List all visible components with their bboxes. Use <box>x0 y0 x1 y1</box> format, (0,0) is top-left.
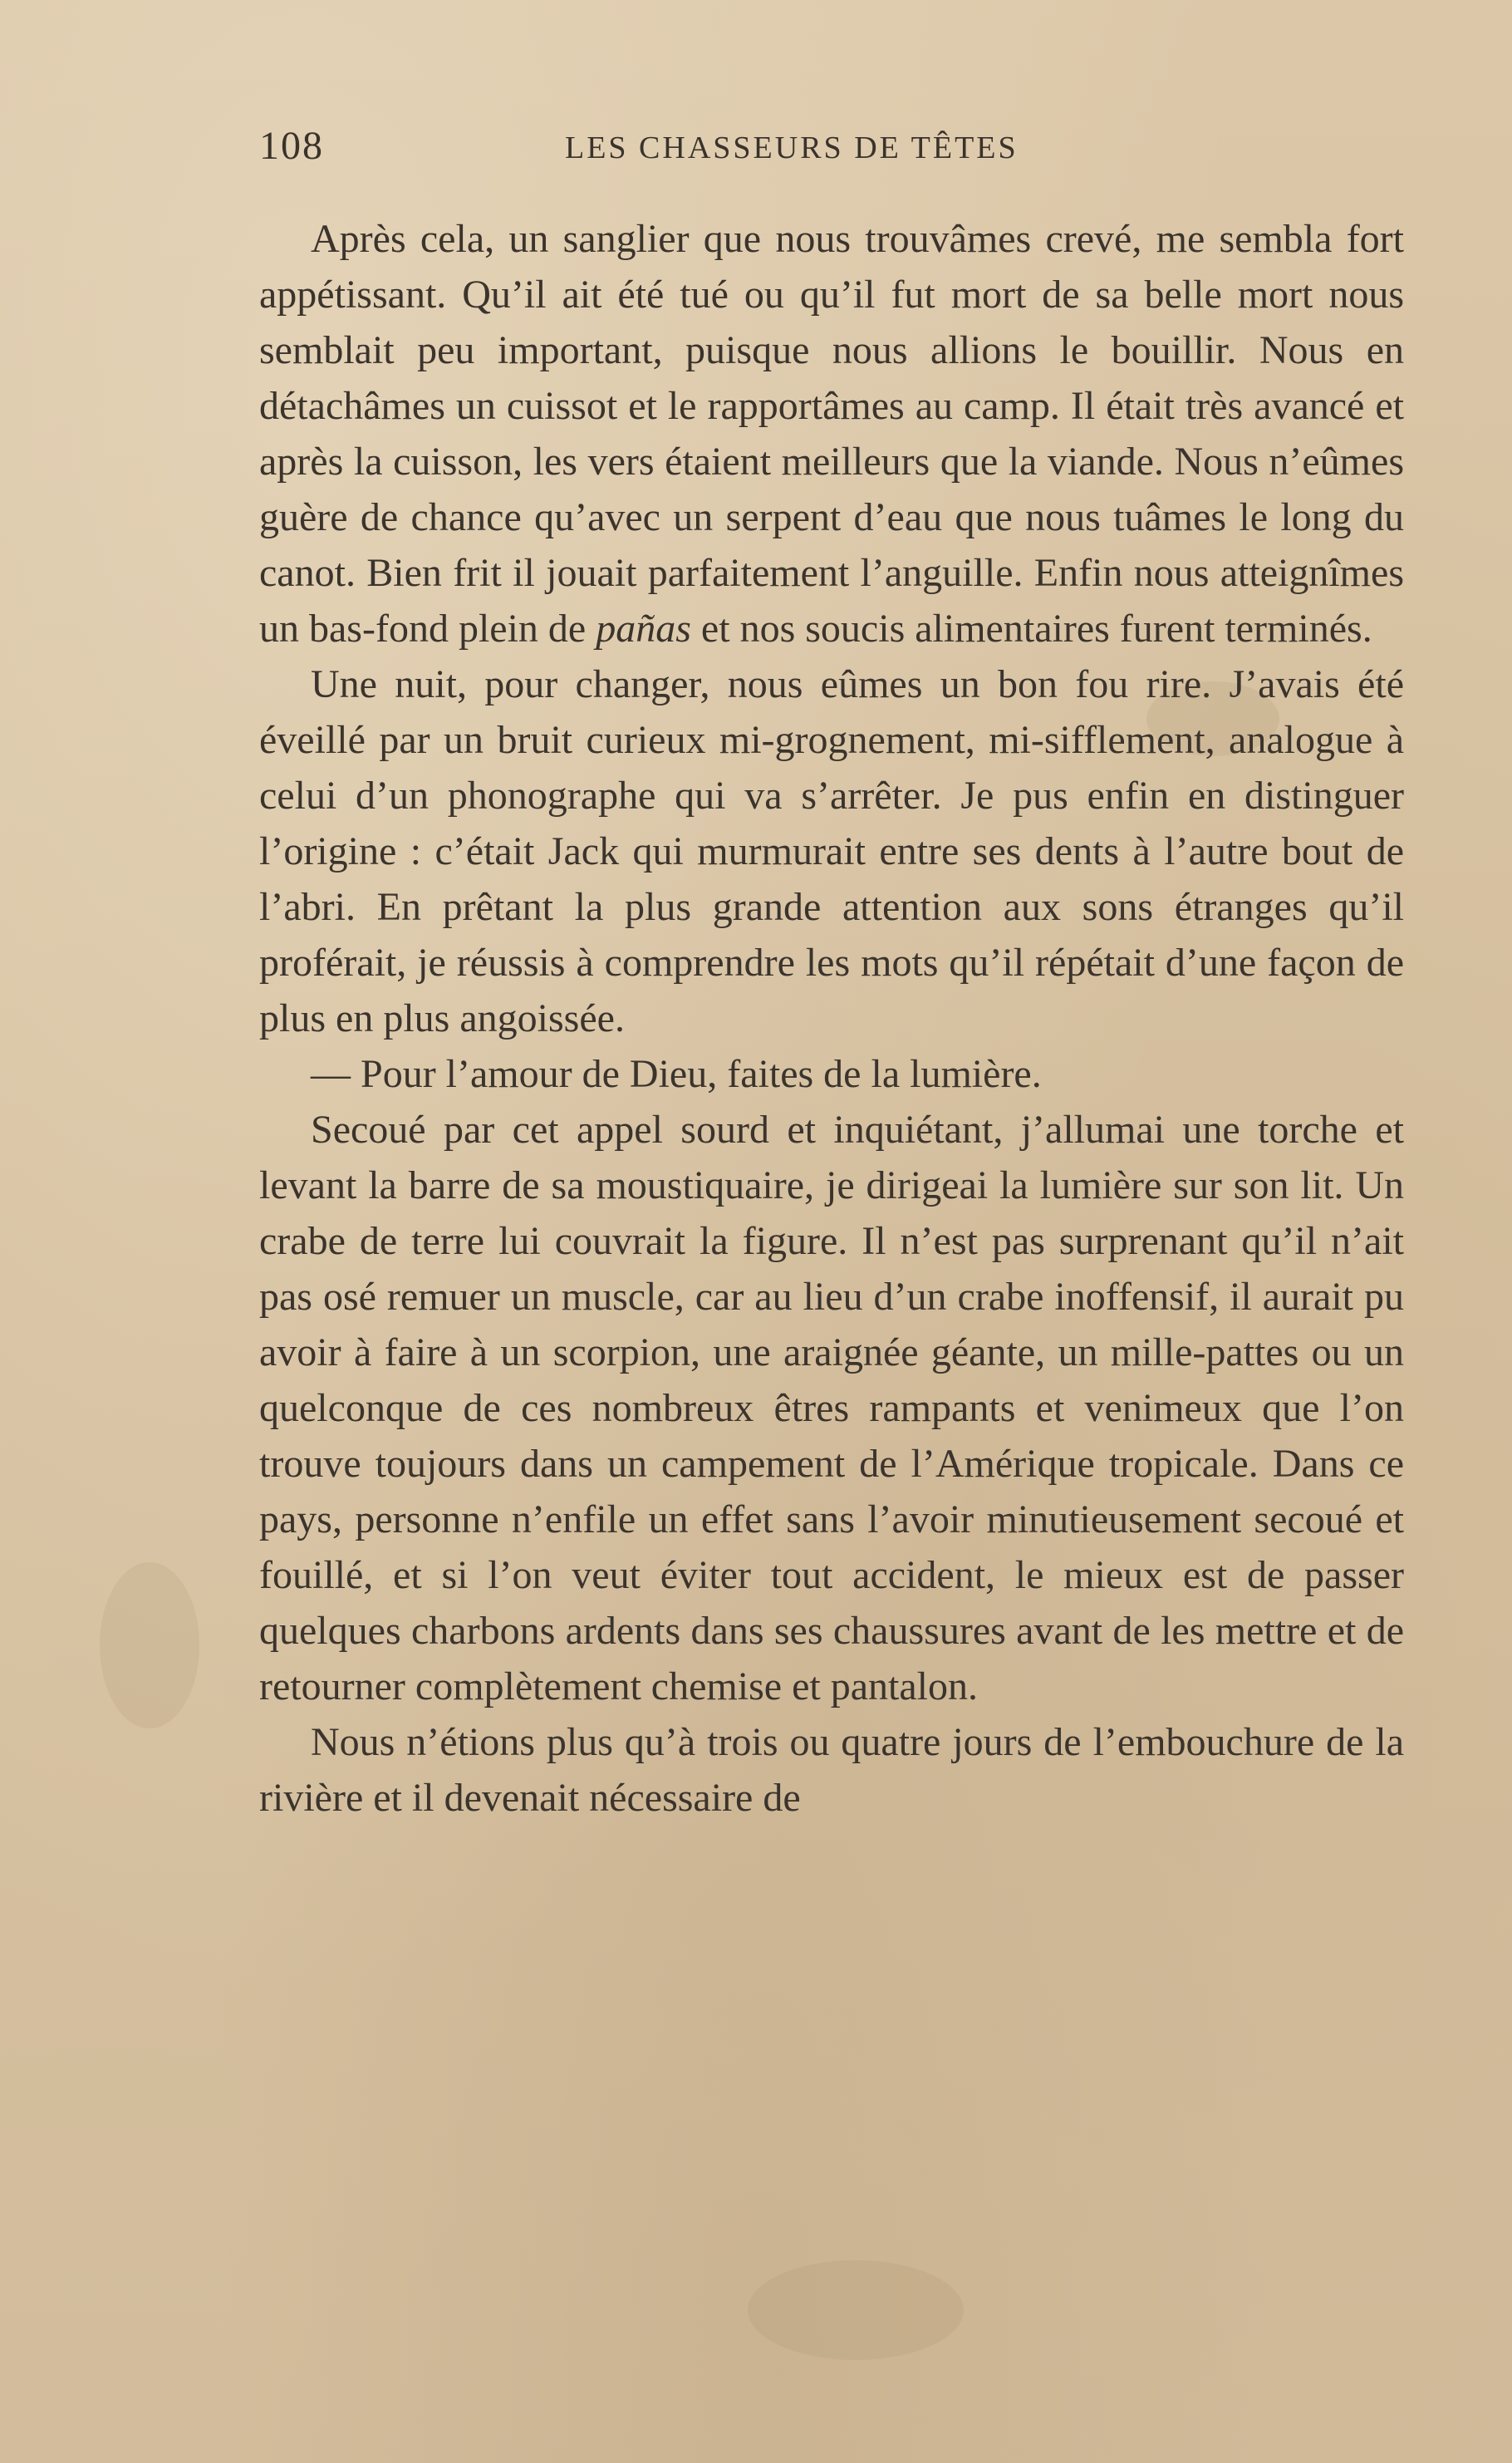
running-title: LES CHASSEURS DE TÊTES <box>565 130 1019 165</box>
paragraph: Secoué par cet appel sourd et inquiétant, j’allumai une torche et levant la barre de sa moustiquaire, je dirigeai la lumière sur son lit. Un crabe de terre lui couvrait la figure. Il n’est pas surprenant qu’il n’ait pas osé remuer un muscle, car au lieu d’un crabe inoffensif, il aurait pu avoir à faire à un scorpion, une araignée géante, un mille-pattes ou un quelconque de ces nombreux êtres rampants et venimeux que l’on trouve toujours dans un campement de l’Amérique tropicale. Dans ce pays, personne n’enfile un effet sans l’avoir minutieusement secoué et fouillé, et si l’on veut éviter tout accident, le mieux est de passer quelques charbons ardents dans ses chaussures avant de les mettre et de retourner complètement chemise et pantalon. <box>259 1108 1404 1708</box>
paragraph-text: et nos soucis alimentaires furent terminés. <box>690 607 1372 651</box>
paragraph <box>259 211 1404 656</box>
paper-stain <box>100 1562 199 1728</box>
paragraph: Une nuit, pour changer, nous eûmes un bon fou rire. J’avais été éveillé par un bruit curieux mi-grognement, mi-sifflement, analogue à celui d’un phonographe qui va s’arrêter. Je pus enfin en distinguer l’origine : c’était Jack qui murmurait entre ses dents à l’autre bout de l’abri. En prêtant la plus grande attention aux sons étranges qu’il proférait, je réussis à comprendre les mots qu’il répétait d’une façon de plus en plus angoissée. <box>259 662 1404 1040</box>
paragraph: Nous n’étions plus qu’à trois ou quatre jours de l’embouchure de la rivière et il devenait nécessaire de <box>259 1720 1404 1820</box>
body-text <box>259 211 1404 1826</box>
dialogue-line: — Pour l’amour de Dieu, faites de la lumière. <box>311 1052 1042 1096</box>
paper-stain <box>748 2260 964 2360</box>
italic-word: pañas <box>596 607 691 651</box>
page-number: 108 <box>259 124 324 168</box>
page-header <box>259 123 1404 181</box>
paragraph-text: Après cela, un sanglier que nous trouvâmes crevé, me sembla fort appétissant. Qu’il ait été tué ou qu’il fut mort de sa belle mort nous semblait peu important, puisque nous allions le bouillir. Nous en détachâmes un cuissot et le rapportâmes au camp. Il était très avancé et après la cuisson, les vers étaient meilleurs que la viande. Nous n’eûmes guère de chance qu’avec un serpent d’eau que nous tuâmes le long du canot. Bien frit il jouait parfaitement l’anguille. Enfin nous atteignîmes un bas-fond plein de <box>259 217 1404 651</box>
